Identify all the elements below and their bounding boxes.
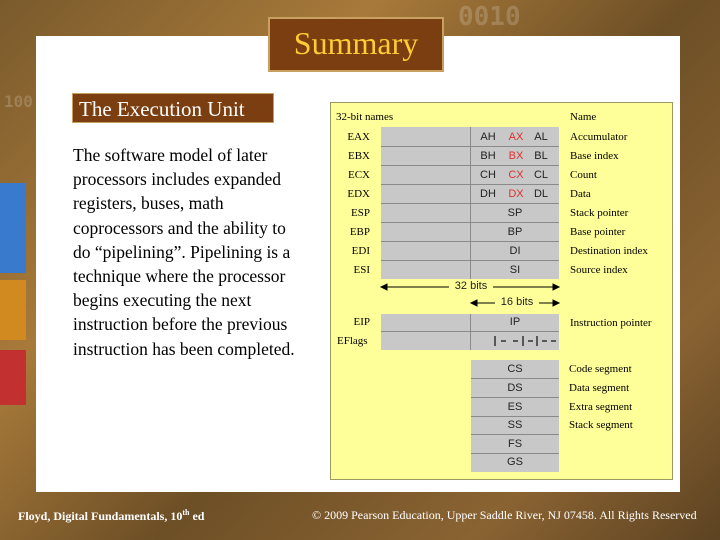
footer-citation-sup: th (182, 508, 190, 517)
body-line: coprocessors and the ability to (73, 217, 286, 238)
register-16bit: DX (508, 188, 524, 200)
footer-copyright: © 2009 Pearson Education, Upper Saddle River, NJ 07458. All Rights Reserved (312, 508, 697, 522)
register-desc: Base pointer (570, 226, 626, 238)
bits32-label: 32 bits (449, 280, 493, 292)
register-name: ESP (351, 207, 370, 219)
subheading-box (72, 93, 274, 123)
segment-register: DS (507, 382, 523, 394)
register-16bit: BX (508, 150, 524, 162)
register-divider (471, 434, 559, 435)
register-divider (471, 416, 559, 417)
register-desc: Destination index (570, 245, 648, 257)
footer-citation-text: Floyd, Digital Fundamentals, 10 (18, 509, 183, 523)
register-16bit: CX (508, 169, 524, 181)
register-low: BL (534, 150, 548, 162)
register-16bit: BP (507, 226, 523, 238)
register-16bit: DI (509, 245, 521, 257)
register-low: AL (534, 131, 548, 143)
body-line: instruction has been completed. (73, 338, 295, 359)
background-digits: 0010 (458, 2, 521, 32)
register-name: EIP (353, 316, 370, 328)
register-desc: Stack pointer (570, 207, 629, 219)
register-name: EBP (349, 226, 370, 238)
register-low: DL (533, 188, 549, 200)
background-digits: 100 (4, 92, 33, 111)
register-desc: Count (570, 169, 597, 181)
segment-desc: Stack segment (569, 419, 633, 431)
register-desc: Source index (570, 264, 628, 276)
subheading: The Execution Unit (79, 97, 245, 121)
register-divider (471, 453, 559, 454)
header-name: Name (570, 111, 597, 123)
bits16-label: 16 bits (495, 296, 539, 308)
background-bar (0, 183, 26, 273)
register-16bit: IP (509, 316, 521, 328)
segment-register: FS (507, 438, 523, 450)
register-low: CL (533, 169, 549, 181)
register-high: DH (480, 188, 496, 200)
segment-register: ES (507, 401, 523, 413)
register-desc: Data (570, 188, 591, 200)
segment-desc: Extra segment (569, 401, 633, 413)
register-divider (471, 378, 559, 379)
register-16bit: SI (509, 264, 521, 276)
background-bar (0, 280, 26, 340)
body-line: technique where the processor (73, 266, 286, 287)
body-line: The software model of later (73, 145, 268, 165)
slide-title: Summary (293, 25, 419, 61)
register-high: BH (480, 150, 496, 162)
segment-register: GS (507, 456, 523, 468)
segment-register: SS (507, 419, 523, 431)
register-name: EDI (351, 245, 370, 257)
register-name: ESI (353, 264, 370, 276)
title-box (268, 17, 444, 72)
footer-citation-suffix: ed (189, 509, 205, 523)
register-16bit: SP (507, 207, 523, 219)
register-name: EAX (347, 131, 370, 143)
register-desc: Accumulator (570, 131, 628, 143)
flag-bits (471, 332, 559, 350)
register-16bit: AX (508, 131, 524, 143)
register-high: CH (480, 169, 496, 181)
register-name: ECX (348, 169, 370, 181)
background-bar (0, 350, 26, 405)
footer-citation (18, 508, 204, 524)
register-desc: Instruction pointer (570, 317, 652, 329)
header-32bit-names: 32-bit names (336, 111, 394, 123)
body-line: processors includes expanded (73, 169, 281, 190)
body-line: registers, buses, math (73, 193, 224, 214)
segment-desc: Data segment (569, 382, 630, 394)
body-line: instruction before the previous (73, 314, 288, 335)
segment-desc: Code segment (569, 363, 632, 375)
body-paragraph (73, 143, 335, 361)
register-desc: Base index (570, 150, 619, 162)
body-line: begins executing the next (73, 290, 252, 311)
register-name: EDX (347, 188, 370, 200)
register-name: EBX (348, 150, 370, 162)
body-line: do “pipelining”. Pipelining is a (73, 241, 291, 262)
eflags-name: EFlags (337, 335, 368, 347)
register-diagram (330, 102, 673, 480)
register-divider (471, 397, 559, 398)
segment-register: CS (507, 363, 523, 375)
register-high: AH (480, 131, 496, 143)
